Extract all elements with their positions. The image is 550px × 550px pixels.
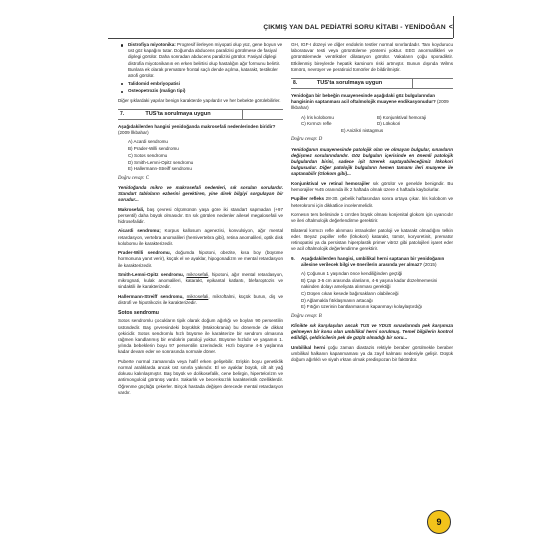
bullet-item	[118, 42, 283, 79]
paragraph: Pupiller refleks 28-30. gebelik haftasından sonra ortaya çıkar. İris kolobom ve heterokromi için dikkatlice incelenmelidir.	[291, 196, 453, 208]
paragraph: Bilateral kırmızı refle alınması intraoküler patoloji ve katarakt olmadığını telkin eder. Beyaz pupiller refle (lökokori) katarakt, tümör, koryoretinit, prematür retinopatisi ya da persistan hiperplastik primer vitröz gibi patolojileri işaret eder ve acil oftalmolojik değerlendirme gerektirir.	[291, 227, 453, 252]
paragraph: Diğer şıklardaki yapılar benign karakterde yapılardır ve her bebekte görülebilirler.	[118, 97, 281, 103]
answer-line: Doğru cevap: D	[291, 137, 323, 143]
option-b: B) Prader-Willi sendromu	[128, 146, 179, 152]
question-number: 8.	[293, 80, 298, 87]
bullet-item	[118, 81, 283, 87]
option-e: E) Anizikri nistagmus	[341, 128, 384, 134]
bullet-term: Talidomid embriyopatisi	[128, 80, 180, 86]
option-d: D) Lökokori	[377, 121, 401, 127]
option-a: A) Çoğunun 1 yaşından önce kendiliğinden geçtiği	[301, 271, 403, 277]
question-number: 7.	[120, 111, 125, 118]
question-commentary: Yenidoğanın muayenesinde patolojik olan ve olmayan bulgular, sınavların değişmez sorularındandır. Göz bulguları içerisinde en önemli patolojik bulgulardan birini, sadece işit türerek saptayabileceğimiz lökokori bulgusudur. Diğer patolojik bulguların hemen tamamı ileri muayene ile saptanabilir (Glokom gibi)...	[291, 146, 453, 177]
question-8-options	[301, 115, 453, 135]
left-column	[118, 42, 283, 399]
intro-bullet-list	[118, 42, 283, 95]
paragraph: Hallermann-Streiff sendromu, mikrosefali, mikroftalmi, küçük burun, diş ve distrofi ve hipotrikozis ile karakterizedir.	[118, 293, 284, 306]
question-9-options	[301, 271, 453, 311]
bullet-term: Osteopetrozis (malign tipi)	[128, 88, 186, 94]
bullet-term: Distrofiya miyotonika:	[128, 42, 176, 47]
header-arrow-icon: <	[448, 23, 453, 31]
bar-decoration	[412, 79, 453, 88]
running-header	[108, 16, 453, 39]
answer-line: Doğru cevap: C	[118, 175, 149, 181]
option-a: A) Acardi sendromu	[128, 139, 168, 145]
question-9	[291, 256, 453, 268]
option-a: A) İris kolobomu	[301, 114, 334, 120]
option-d: D) Smith-Lemni-Opitz sendromu	[128, 159, 194, 165]
paragraph: Prader-Willi sendromu, doğumda hipotoni, obezite, kısa boy (büyüme hormonuna yanıt verir), küçük el ve ayaklar, hipogonadizm ve mental retardasyon ile karakterizedir.	[118, 250, 283, 268]
question-text: Aşağıdakilerden hangisi yenidoğanda makrosefali nedenlerinden biridir?	[118, 123, 276, 129]
section-bar	[291, 78, 453, 89]
option-b: B) Konjunktival hemoraji	[377, 114, 427, 120]
option-e: E) Fıtığın üzerinin bantlanmasının kapanmayı kolaylaştırdığı	[301, 304, 423, 310]
section-bar-label: TUS'ta sorulmaya uygun	[316, 80, 383, 87]
option-e: E) Hallermann-Streiff sendromu	[128, 166, 192, 172]
question-7-options	[128, 139, 283, 172]
bullet-item	[118, 88, 283, 94]
paragraph: Kornesın ters belirsinde 1 cm'den büyük olması konjenital glokom için uyarıcıdır ve ileri oftalmolojik değerlendirme gerektirir.	[291, 212, 453, 224]
paragraph: Aicardi sendromu; Korpus kallosum agenezisi, konvulsiyon, ağır mental retardasyon, vertebra anomalileri (hemivertebra gibi), retina anomalileri, optik disk kolobomu ile karakterizedir.	[118, 228, 284, 246]
question-year: (2009 İlkbahar)	[118, 130, 149, 136]
question-commentary: Yenidoğanda mikro ve makrosefali nedenleri, sık sorulan sorulardır. Standart tabloların ezberini gerektiren, yine direk bilgiyi sorgulayan bir sorudur...	[118, 184, 283, 203]
section-heading: Sotos sendromu	[118, 310, 159, 317]
option-c: C) Düşen cıkan kesede bağırsakların olabileceği	[301, 290, 399, 296]
paragraph: Smith-Lemni-Opitz sendromu, mikrosefali, hipotoni, ağır mental retardasyon, mikrognati, kulak anomalileri, katarakt, epikantal katlantı, blefaroptozis ve sindaktili ile karakterizedir.	[118, 272, 284, 290]
option-d: D) Ağlamakla fıtıklaşmanın artacağı	[301, 297, 373, 303]
option-c: C) Sotos sendromu	[128, 152, 168, 158]
header-title: ÇIKMIŞ YAN DAL PEDİATRİ SORU KİTABI - YENİDOĞAN	[263, 23, 446, 31]
question-year: (2015)	[422, 261, 437, 267]
bullet-text: Progresif ilerleyen miyopati olup yüz, gene boyun ve üst göz kapağını tutar. Doğumda abducens paralizisi görülmese de fasiyal diplegi görülür. Daha sonradan abducens paralizisi görülür. Fasiyal diplegi distrofia miyotonikanın en erken belirtisi olup hastalığın ağır formunu belirtir. Bunlara ek olarak prematüre frontal saçlı dende açılma, katarakt, testiküler atrofi görülür.	[128, 42, 283, 79]
question-number: 9.	[291, 255, 295, 261]
paragraph: Sotos sendromlu çocukların tipik olarak doğum ağırlığı ve boyları 90 persentilin üstündedir. Baş çevresindeki büyüklük (Makrokrania) bu dönemde de dikkat çekicidir. Sotos sendromlu hızlı büyüme ile karakterize bir sendrom olmasına rağmen kandlarımış bir endokrin patoloji yoktur. Büyüme hızlıdır ve yaşamın 1. yılında bebeklerin boyu 97 persentilin üzerindedir. Hızlı büyüme 4-5 yaşlarına kadar devam eder ve sonrasında normale döner.	[118, 318, 283, 355]
bar-decoration	[242, 110, 283, 119]
paragraph: GH, IGF-I düzeyi ve diğer endokrin testler normal sınırlardadır. Tanı koydurucu laboratuvar testi veya görüntüleme yöntemi yoktur. EEG anormallikleri ve görüntülemede ventriküler dilatasyon görülür. Vakaların çoğu sporadiktir. Etkilenmiş bireylerde hepatik karsinom riski artmıştır. Bunun dışında Wilms tümörü, nevrüyer ve peratiroid tümörler de bildirilmiştir.	[291, 42, 453, 72]
paragraph: Puberte normal zamanında veya hafif erken gelişebilir. Erişkin boyu genetiklik normal aralıklarda ancak üst sınırla yakındır. El ve ayaklar büyük, cilt alt yağ dokusu kalınlaşmıştır. Baş büyük ve dolikosefalik, cene belirgin, hipertelorizm ve antimongoloid görünüş vardır. Sakarlık ve becerıksızlık karakteristik özelliklerdir. Öğrenme güçlüğü çekerler. Birçok hastada değişen derecede mental retardasyon vardır.	[118, 358, 283, 395]
option-c: C) Kırmızı refle	[301, 121, 332, 127]
paragraph: Makrosefali, baş çevresi ölçümünün yaşa göre iki standart sapmadan (+97 persentil) daha büyük olmasıdır. En sık görülen nedenler ailesel megalosefali ve hidrosefalidir.	[118, 206, 283, 225]
page-number-badge: 9	[427, 510, 451, 534]
section-bar-label: TUS'ta sorulmaya uygun	[145, 111, 211, 118]
section-bar	[118, 109, 283, 120]
question-7	[118, 124, 283, 136]
header-divider	[453, 16, 454, 38]
question-8	[291, 93, 453, 112]
paragraph: Umbilikal herni çoğu zaman diastazis rektiyle beraber görülmekle beraber umbilikal halkanın kapanmaması ya da zayıf kalması nedeniyle gelişir. Düşük doğum ağırlıklı ve siyah ırktan olmak predispozan bir faktördür.	[291, 344, 453, 363]
paragraph: Konjunktival ve retinal hemorajiler sık görülür ve genelde benigndir. Bu hemorajiler %45 oranında ilk 2 haftada olmak üzere 4 haftada kaybolurlar.	[291, 180, 453, 193]
question-text: Aşağıdakilerden hangisi, umbilikal herni saptanan bir yenidoğanın ailesine verilecek bilgi ve önerilerin arasında yer almaz?	[301, 255, 445, 267]
question-text: Yenidoğan bir bebeğin muayenesinde aşağıdaki göz bulgularından hangisinin saptanması acil oftalmolojik muayene endikasyonudur?	[291, 93, 436, 105]
right-column	[291, 42, 453, 366]
question-year: (2009 İlkbahar)	[291, 99, 449, 111]
question-commentary: Klinikte sık karşılaşılan ancak TUS ve YDUS sınavlarında pek karşımıza gelmeyen bir konu olan umbilikal herni sorulmuş. Temel bilgilerin kontrol edildiği, çeldiricilerin pek de güçlü olmadığı bir soru...	[291, 322, 453, 341]
option-b: B) Çapı 3-5 cm arasında olanların, 4-6 yaşına kadar düzelmemesini nakinden dolayı ameliyata alınması gerektiği	[301, 277, 438, 290]
answer-line: Doğru cevap: B	[291, 313, 322, 319]
